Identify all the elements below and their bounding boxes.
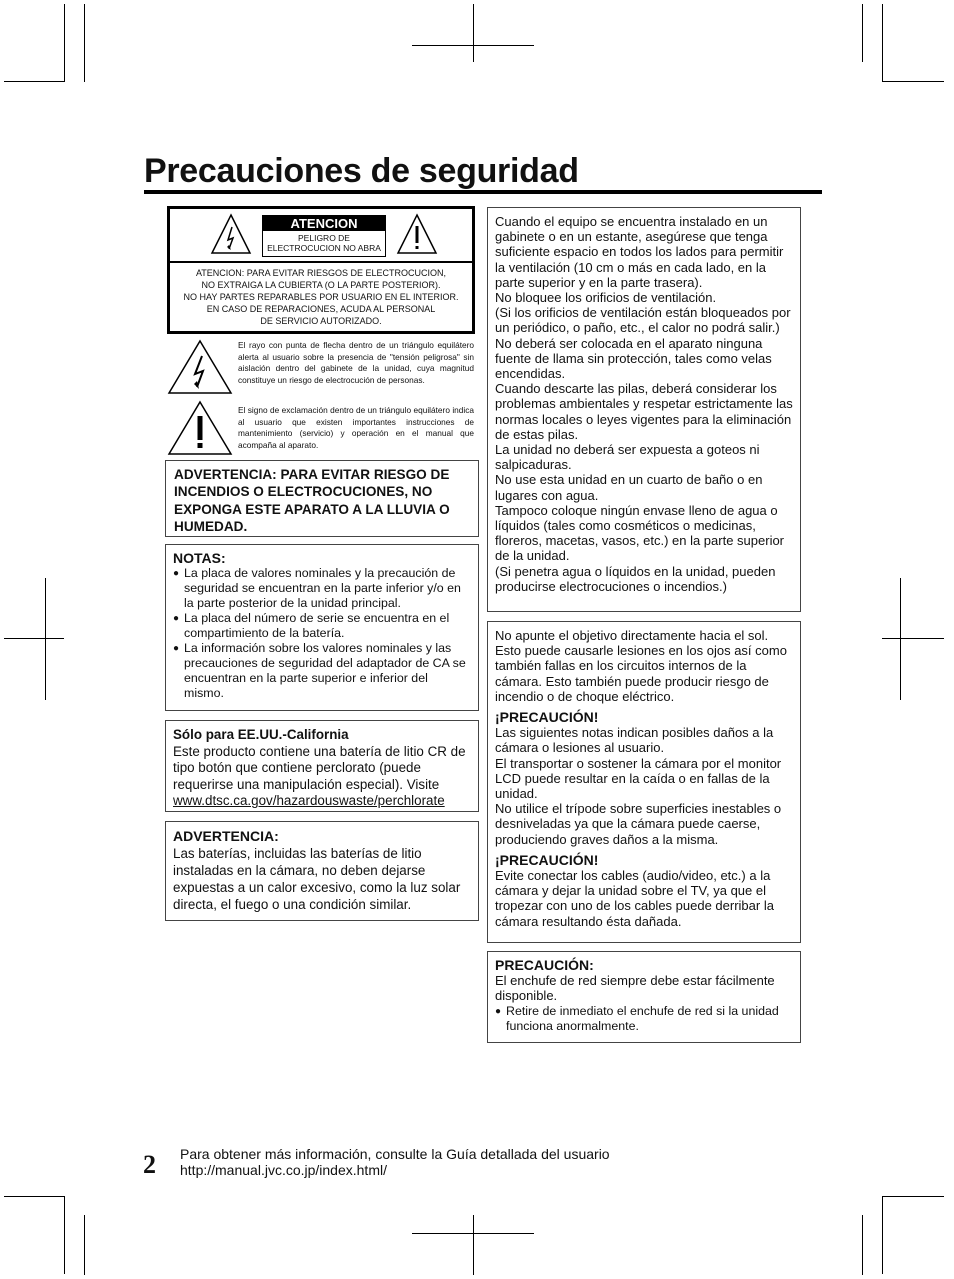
sun-warning-text: No apunte el objetivo directamente hacia el sol. Esto puede causarle lesiones en los ojos así como también fallas en los circuitos internos de la cámara. Esto también puede producir riesgo de incendio o de choque eléctrico. (495, 628, 787, 704)
ventilation-paragraph: Cuando el equipo se encuentra instalado en un gabinete o en un estante, asegúrese que tenga suficiente espacio en todos los lados para permitir la ventilación (10 cm o más en cada lado, en la parte superior y en la parte trasera). (495, 214, 784, 290)
footer-text (180, 1146, 610, 1178)
exclamation-warning-icon (396, 213, 438, 255)
page-number: 2 (143, 1150, 156, 1179)
ventilation-paragraph: No bloquee los orificios de ventilación. (495, 290, 717, 306)
atencion-label (167, 206, 475, 334)
ventilation-paragraph: No use esta unidad en un cuarto de baño o en lugares con agua. (495, 472, 763, 503)
exclamation-explanation: El signo de exclamación dentro de un triángulo equilátero indica al usuario que existen importantes instrucciones de mantenimiento (servicio) y operación en el manual que acompaña al aparato. (238, 405, 474, 450)
precaution-heading: ¡PRECAUCIÓN! (495, 709, 599, 726)
atencion-line: ATENCION: PARA EVITAR RIESGOS DE ELECTROCUCION, (195, 268, 447, 278)
fire-warning-box (165, 460, 479, 537)
atencion-message (170, 267, 472, 327)
atencion-line: DE SERVICIO AUTORIZADO. (260, 316, 382, 326)
precaution-paragraph: Las siguientes notas indican posibles daños a la cámara o lesiones al usuario. (495, 725, 774, 756)
fire-warning-text: ADVERTENCIA: PARA EVITAR RIESGO DE INCENDIOS O ELECTROCUCIONES, NO EXPONGA ESTE APARATO A LA LLUVIA O HUMEDAD. (174, 467, 450, 534)
battery-warning-body: Las baterías, incluidas las baterías de litio instaladas en la cámara, no deben dejarse expuestas a un calor excesivo, como la luz solar directa, el fuego o una condición similar. (173, 846, 461, 912)
list-item: ● La placa de valores nominales y la precaución de seguridad se encuentran en la parte inferior y/o en la parte posterior de la unidad principal. (173, 566, 471, 611)
precaution-paragraph: Evite conectar los cables (audio/video, etc.) a la cámara y dejar la unidad sobre el TV, ya que el tropezar con uno de los cables puede derribar la cámara resultando ésta dañada. (495, 868, 774, 929)
precaution-paragraph: El transportar o sostener la cámara por el monitor LCD puede resultar en la caída o en fallas de la unidad. (495, 755, 782, 802)
lightning-warning-icon (210, 213, 252, 255)
ventilation-box (487, 207, 801, 612)
lightning-explanation: El rayo con punta de flecha dentro de un triángulo equilátero alerta al usuario sobre la presencia de "tensión peligrosa" sin aislación dentro del gabinete de la unidad, cuya magnitud constituye un riesgo de electrocución de personas. (238, 340, 474, 385)
atencion-header (262, 215, 386, 257)
ventilation-paragraph: (Si penetra agua o líquidos en la unidad, pueden producirse electrocuciones o incendios.) (495, 563, 776, 594)
ventilation-paragraph: Cuando descarte las pilas, deberá considerar los problemas ambientales y respetar estrictamente las normas locales o leyes vigentes para la eliminación de estas pilas. (495, 381, 793, 442)
perchlorate-link[interactable]: www.dtsc.ca.gov/hazardouswaste/perchlorate (173, 793, 445, 808)
atencion-line: NO HAY PARTES REPARABLES POR USUARIO EN EL INTERIOR. (183, 292, 459, 302)
title-rule (144, 190, 822, 194)
ventilation-paragraph: La unidad no deberá ser expuesta a goteos ni salpicaduras. (495, 442, 760, 473)
footer-url[interactable]: http://manual.jvc.co.jp/index.html/ (180, 1162, 387, 1178)
sun-precaution-box (487, 621, 801, 943)
plug-precaution-heading: PRECAUCIÓN: (495, 957, 594, 973)
california-box (165, 720, 479, 812)
atencion-line: EN CASO DE REPARACIONES, ACUDA AL PERSONAL (206, 304, 436, 314)
footer-line: Para obtener más información, consulte la Guía detallada del usuario (180, 1146, 610, 1162)
plug-list (495, 1004, 793, 1034)
battery-warning-box (165, 821, 479, 921)
page-title: Precauciones de seguridad (144, 152, 579, 190)
ventilation-paragraph: No deberá ser colocada en el aparato ninguna fuente de llama sin protección, tales como velas encendidas. (495, 335, 772, 382)
exclamation-triangle-icon (167, 400, 233, 456)
list-item: ● La información sobre los valores nominales y las precauciones de seguridad del adaptador de CA se encuentran en la parte superior e inferior del mismo. (173, 641, 471, 701)
precaution-heading: ¡PRECAUCIÓN! (495, 851, 599, 868)
notas-box (165, 544, 479, 711)
list-item: ● Retire de inmediato el enchufe de red si la unidad funciona anormalmente. (495, 1004, 793, 1034)
atencion-subtitle: PELIGRO DE ELECTROCUCION NO ABRA (267, 233, 381, 253)
ventilation-paragraph: (Si los orificios de ventilación están bloqueados por un periódico, o paño, etc., el calor no podrá salir.) (495, 305, 791, 336)
ventilation-paragraph: Tampoco coloque ningún envase lleno de agua o líquidos (tales como cosméticos o medicinas, floreros, macetas, vasos, etc.) en la parte superior de la unidad. (495, 502, 785, 564)
atencion-line: NO EXTRAIGA LA CUBIERTA (O LA PARTE POSTERIOR). (201, 280, 441, 290)
plug-precaution-box (487, 951, 801, 1043)
california-body: Este producto contiene una batería de litio CR de tipo botón que contiene perclorato (puede requerirse una manipulación especial). Visite (173, 743, 466, 792)
plug-precaution-body: El enchufe de red siempre debe estar fácilmente disponible. (495, 973, 775, 1004)
atencion-title: ATENCION (263, 216, 385, 231)
lightning-triangle-icon (167, 339, 233, 395)
notas-heading: NOTAS: (173, 550, 226, 566)
notas-list (173, 566, 471, 701)
california-heading: Sólo para EE.UU.-California (173, 727, 349, 742)
precaution-paragraph: No utilice el trípode sobre superficies inestables o desniveladas ya que la cámara puede caerse, produciendo graves daños a la misma. (495, 801, 782, 847)
list-item: ● La placa del número de serie se encuentra en el compartimiento de la batería. (173, 611, 471, 641)
battery-warning-heading: ADVERTENCIA: (173, 828, 279, 844)
